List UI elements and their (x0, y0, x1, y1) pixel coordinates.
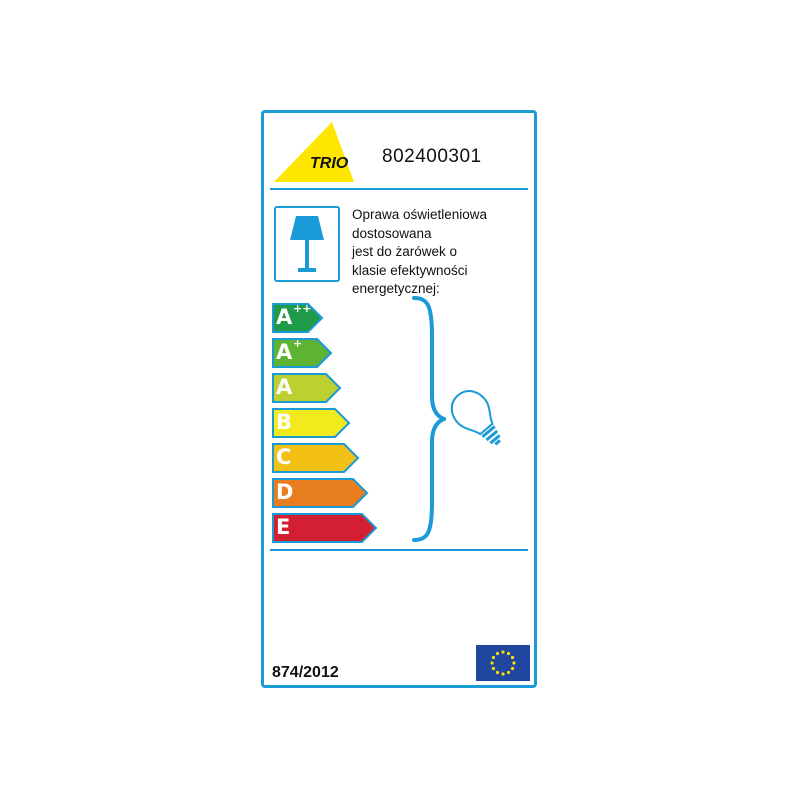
brace-icon (410, 296, 446, 547)
energy-class-superscript: ++ (293, 302, 312, 315)
product-code: 802400301 (382, 146, 482, 167)
energy-class-letter: E (276, 515, 291, 539)
eu-star-icon (501, 672, 504, 675)
eu-star-icon (512, 661, 515, 664)
table-lamp-icon (276, 208, 338, 280)
energy-class-arrow (272, 303, 322, 332)
light-bulb-icon (450, 384, 506, 459)
eu-star-icon (496, 671, 499, 674)
lamp-icon-box (274, 206, 340, 282)
eu-star-icon (501, 650, 504, 653)
energy-class-superscript: + (293, 337, 303, 350)
energy-class-letter: C (276, 445, 292, 469)
eu-star-icon (507, 652, 510, 655)
energy-class-letter: A (276, 375, 293, 399)
energy-class-arrow (272, 338, 331, 367)
trio-logo-icon (274, 122, 354, 182)
eu-flag-icon (476, 645, 530, 681)
eu-star-icon (511, 667, 514, 670)
bottom-divider (270, 549, 528, 551)
energy-class-letter: B (276, 410, 293, 434)
energy-class-letter: D (276, 480, 294, 504)
energy-class-arrow (272, 373, 340, 402)
description-line: jest do żarówek o (352, 244, 458, 260)
description-text (352, 206, 532, 299)
eu-star-icon (496, 652, 499, 655)
energy-class-arrow (272, 513, 376, 542)
eu-star-icon (492, 667, 495, 670)
eu-star-icon (507, 671, 510, 674)
eu-star-icon (490, 661, 493, 664)
energy-class-letter: A (276, 305, 293, 329)
description-line: dostosowana (352, 225, 432, 241)
brand-name: TRIO (310, 155, 349, 172)
eu-star-icon (492, 656, 495, 659)
energy-class-letter: A (276, 340, 293, 364)
eu-star-icon (511, 656, 514, 659)
energy-class-arrow (272, 478, 367, 507)
energy-class-arrow (272, 408, 349, 437)
description-line: Oprawa oświetleniowa (352, 207, 488, 222)
top-divider (270, 188, 528, 190)
description-line: klasie efektywności (352, 262, 468, 278)
description-line: energetycznej: (352, 281, 440, 297)
energy-class-arrow (272, 443, 358, 472)
regulation-number: 874/2012 (272, 664, 339, 681)
